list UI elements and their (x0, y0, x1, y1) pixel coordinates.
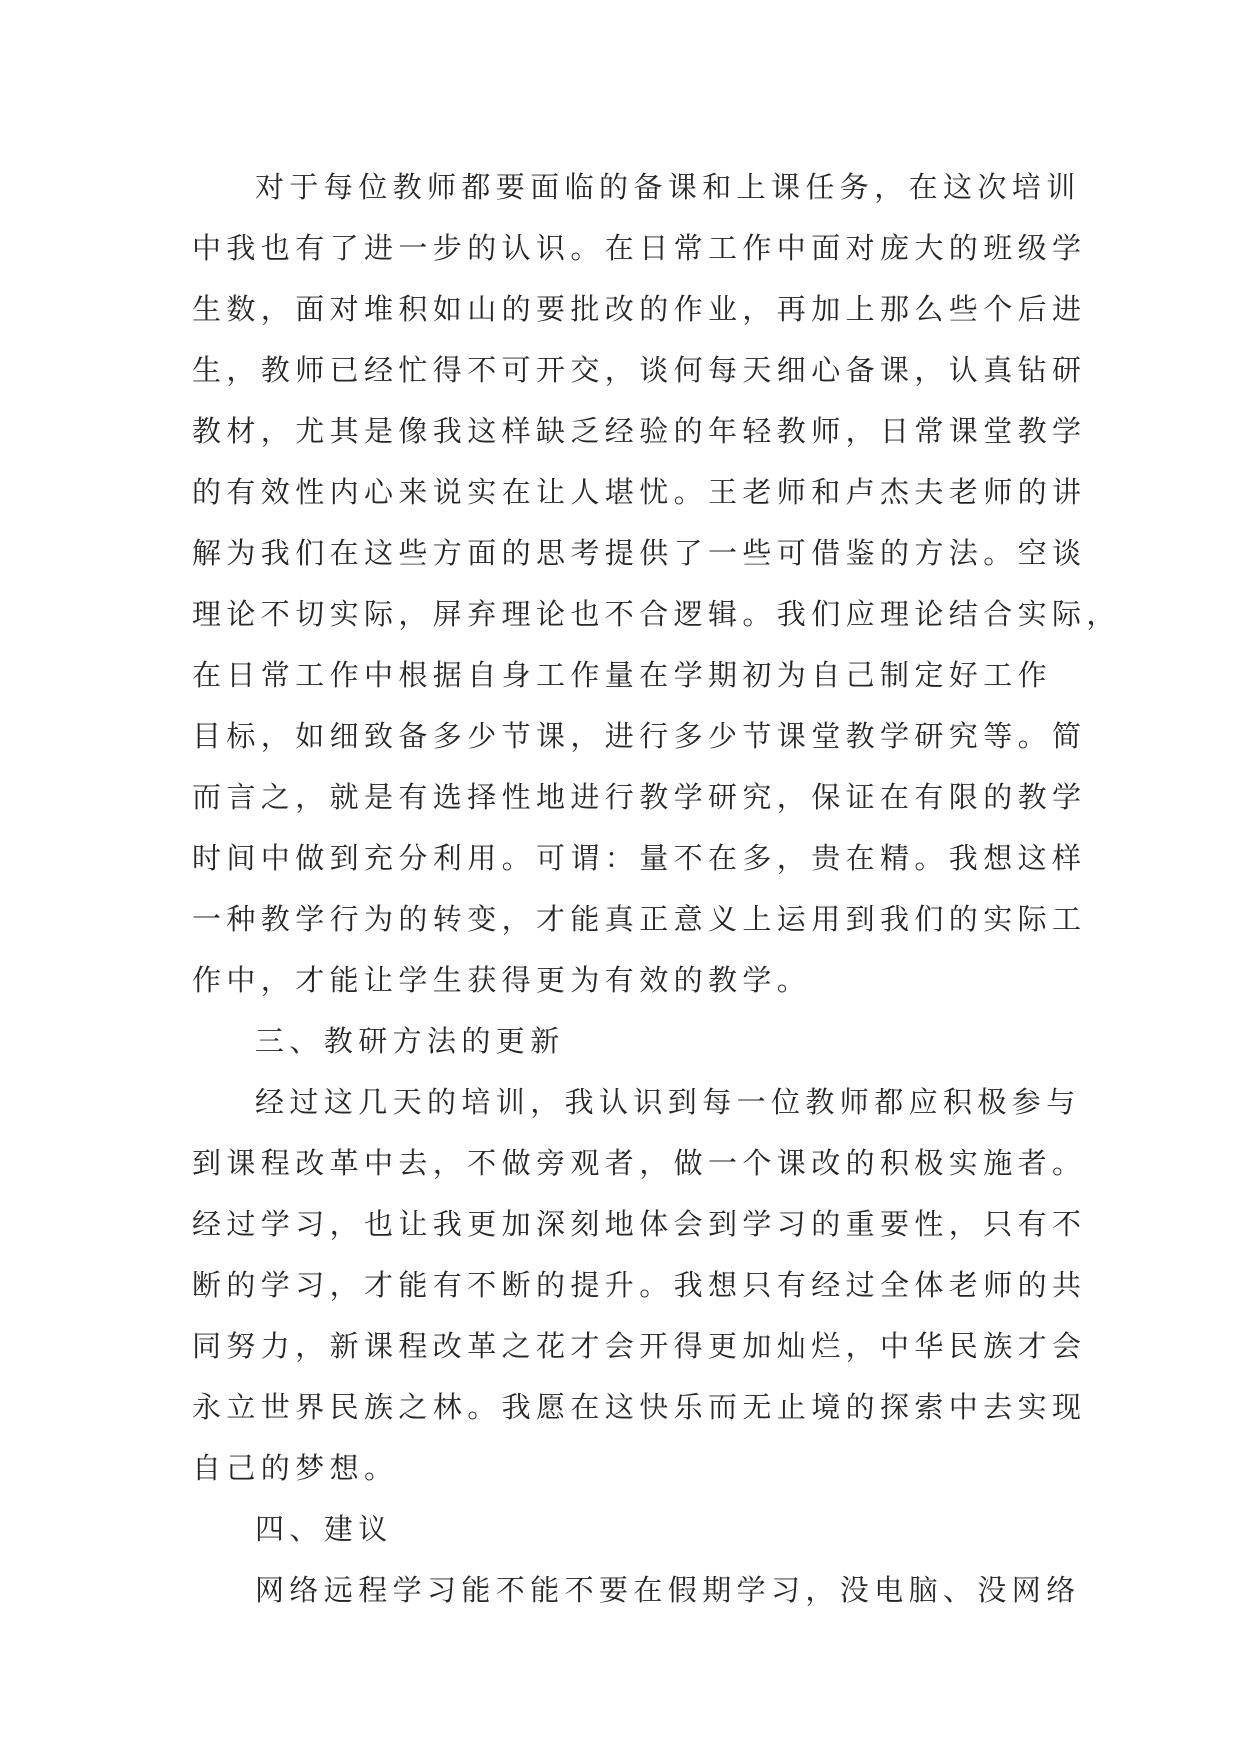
paragraph-line: 生，教师已经忙得不可开交，谈何每天细心备课，认真钻研 (192, 353, 1087, 387)
paragraph-line: 断的学习，才能有不断的提升。我想只有经过全体老师的共 (192, 1268, 1087, 1302)
section-heading: 四、建议 (255, 1512, 393, 1546)
paragraph-line: 经过学习，也让我更加深刻地体会到学习的重要性，只有不 (192, 1207, 1087, 1241)
document-body (192, 157, 1121, 1621)
paragraph-line: 对于每位教师都要面临的备课和上课任务，在这次培训 (255, 170, 1081, 204)
paragraph-line: 同努力，新课程改革之花才会开得更加灿烂，中华民族才会 (192, 1329, 1087, 1363)
paragraph-line: 在日常工作中根据自身工作量在学期初为自己制定好工作 (192, 658, 1053, 692)
paragraph-line: 到课程改革中去，不做旁观者，做一个课改的积极实施者。 (192, 1146, 1087, 1180)
paragraph-line: 作中，才能让学生获得更为有效的教学。 (192, 963, 812, 997)
paragraph-line: 时间中做到充分利用。可谓：量不在多，贵在精。我想这样 (192, 841, 1087, 875)
paragraph-line: 解为我们在这些方面的思考提供了一些可借鉴的方法。空谈 (192, 536, 1087, 570)
paragraph-line: 目标，如细致备多少节课，进行多少节课堂教学研究等。简 (192, 719, 1087, 753)
paragraph-line: 中我也有了进一步的认识。在日常工作中面对庞大的班级学 (192, 231, 1087, 265)
paragraph-line: 而言之，就是有选择性地进行教学研究，保证在有限的教学 (192, 780, 1087, 814)
paragraph-line: 的有效性内心来说实在让人堪忧。王老师和卢杰夫老师的讲 (192, 475, 1087, 509)
paragraph-line: 网络远程学习能不能不要在假期学习，没电脑、没网络 (255, 1573, 1081, 1607)
paragraph-line: 教材，尤其是像我这样缺乏经验的年轻教师，日常课堂教学 (192, 414, 1087, 448)
section-heading: 三、教研方法的更新 (255, 1024, 565, 1058)
paragraph-line: 一种教学行为的转变，才能真正意义上运用到我们的实际工 (192, 902, 1087, 936)
paragraph-line: 永立世界民族之林。我愿在这快乐而无止境的探索中去实现 (192, 1390, 1087, 1424)
paragraph-line: 生数，面对堆积如山的要批改的作业，再加上那么些个后进 (192, 292, 1087, 326)
paragraph-line: 自己的梦想。 (192, 1451, 399, 1485)
paragraph-line: 经过这几天的培训，我认识到每一位教师都应积极参与 (255, 1085, 1081, 1119)
paragraph-line: 理论不切实际，屏弃理论也不合逻辑。我们应理论结合实际， (192, 597, 1121, 631)
